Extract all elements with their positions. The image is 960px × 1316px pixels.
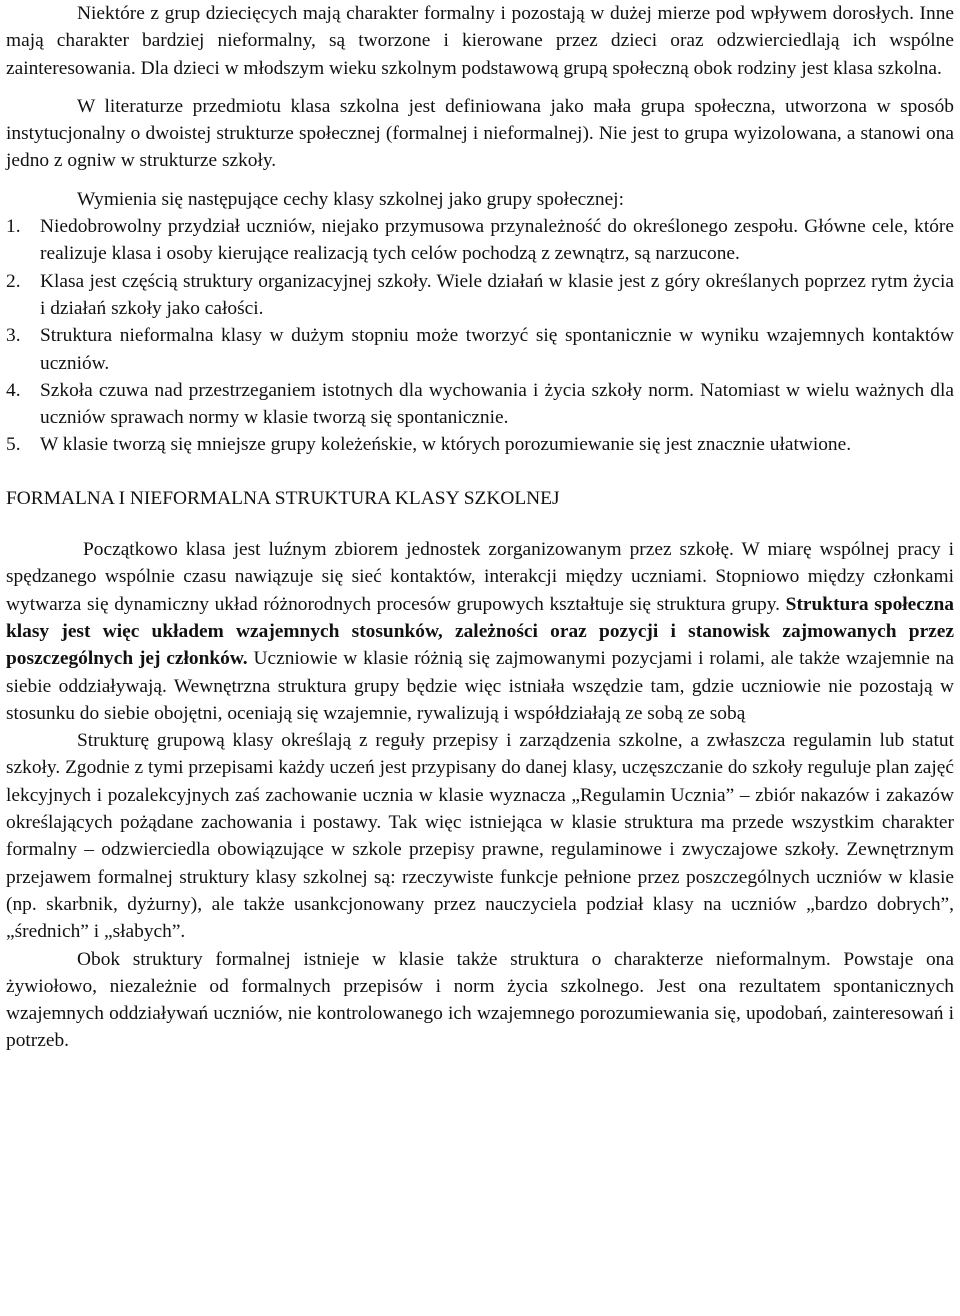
paragraph-structure-definition-bold: Struktura społeczna klasy jest więc układem wzajemnych stosunków, zależności oraz pozycji i stanowisk zajmowanych przez poszczególnych jej członków. [6, 593, 954, 670]
list-item-number: 2. [6, 270, 21, 292]
paragraph-informal-structure: Obok struktury formalnej istnieje w klasie także struktura o charakterze nieformalnym. Powstaje ona żywiołowo, niezależnie od formalnych przepisów i norm życia szkolnego. Jest ona rezultatem spontanicznych wzajemnych oddziaływań uczniów, nie kontrolowanego ich wzajemnego porozumiewania się, upodobań, zainteresowań i potrzeb. [6, 948, 954, 1052]
paragraph-structure-start: Początkowo klasa jest luźnym zbiorem jednostek zorganizowanym przez szkołę. W miarę wspólnej pracy i spędzanego wspólnie czasu nawiązuje się sieć kontaktów, interakcji między uczniami. Stopniowo między członkami wytwarza się dynamiczny układ różnorodnych procesów grupowych kształtuje się struktura grupy. [6, 539, 954, 615]
list-item-number: 1. [6, 216, 21, 238]
list-item [6, 322, 954, 377]
paragraph-definition: W literaturze przedmiotu klasa szkolna jest definiowana jako mała grupa społeczna, utworzona w sposób instytucjonalny o dwoistej strukturze społecznej (formalnej i nieformalnej). Nie jest to grupa wyizolowana, a stanowi ona jedno z ogniw w strukturze szkoły. [6, 95, 954, 172]
paragraph-features-lead: Wymienia się następujące cechy klasy szkolnej jako grupy społecznej: [77, 188, 624, 210]
features-list [6, 213, 954, 459]
list-item [6, 431, 954, 458]
list-item [6, 213, 954, 268]
list-item-text: Niedobrowolny przydział uczniów, niejako przymusowa przynależność do określonego zespołu. Główne cele, które realizuje klasa i osoby kierujące realizacją tych celów pochodzą z zewnątrz, są narzucone. [40, 216, 954, 265]
paragraph-structure [6, 536, 954, 727]
list-item-number: 5. [6, 434, 21, 456]
paragraph-intro: Niektóre z grup dziecięcych mają charakter formalny i pozostają w dużej mierze pod wpływem dorosłych. Inne mają charakter bardziej nieformalny, są tworzone i kierowane przez dzieci oraz odzwierciedlają ich wspólne zainteresowania. Dla dzieci w młodszym wieku szkolnym podstawową grupą społeczną obok rodziny jest klasa szkolna. [6, 3, 954, 79]
list-item-number: 3. [6, 325, 21, 347]
paragraph-structure-end: Uczniowie w klasie różnią się zajmowanymi pozycjami i rolami, ale także wzajemnie na siebie oddziaływają. Wewnętrzna struktura grupy będzie więc istniała wszędzie tam, gdzie uczniowie nie pozostają w stosunku do siebie obojętni, oceniają się wzajemnie, rywalizują i współdziałają ze sobą ze sobą [6, 648, 954, 724]
list-item-text: Szkoła czuwa nad przestrzeganiem istotnych dla wychowania i życia szkoły norm. Natomiast w wielu ważnych dla uczniów sprawach normy w klasie tworzą się spontanicznie. [40, 379, 954, 429]
list-item [6, 377, 954, 432]
list-item-text: Klasa jest częścią struktury organizacyjnej szkoły. Wiele działań w klasie jest z góry określanych poprzez rytm życia i działań szkoły jako całości. [40, 270, 954, 319]
list-item-text: Struktura nieformalna klasy w dużym stopniu może tworzyć się spontanicznie w wyniku wzajemnych kontaktów uczniów. [40, 325, 954, 374]
list-item-number: 4. [6, 379, 21, 401]
section-heading: FORMALNA I NIEFORMALNA STRUKTURA KLASY SZKOLNEJ [6, 487, 560, 509]
list-item-text: W klasie tworzą się mniejsze grupy koleżeńskie, w których porozumiewanie się jest znacznie ułatwione. [40, 434, 852, 456]
paragraph-formal-structure: Strukturę grupową klasy określają z reguły przepisy i zarządzenia szkolne, a zwłaszcza regulamin lub statut szkoły. Zgodnie z tymi przepisami każdy uczeń jest przypisany do danej klasy, uczęszczanie do szkoły reguluje plan zajęć lekcyjnych i pozalekcyjnych zaś zachowanie ucznia w klasie wyznacza „Regulamin Ucznia” – zbiór nakazów i zakazów określających pożądane zachowania i postawy. Tak więc istniejąca w klasie struktura ma przede wszystkim charakter formalny – odzwierciedla obowiązujące w szkole przepisy prawne, regulaminowe i zwyczajowe szkoły. Zewnętrznym przejawem formalnej struktury klasy szkolnej są: rzeczywiste funkcje pełnione przez poszczególnych uczniów w klasie (np. skarbnik, dyżurny), ale także usankcjonowany przez nauczyciela podział klasy na uczniów „bardzo dobrych”, „średnich” i „słabych”. [6, 730, 954, 943]
list-item [6, 268, 954, 323]
